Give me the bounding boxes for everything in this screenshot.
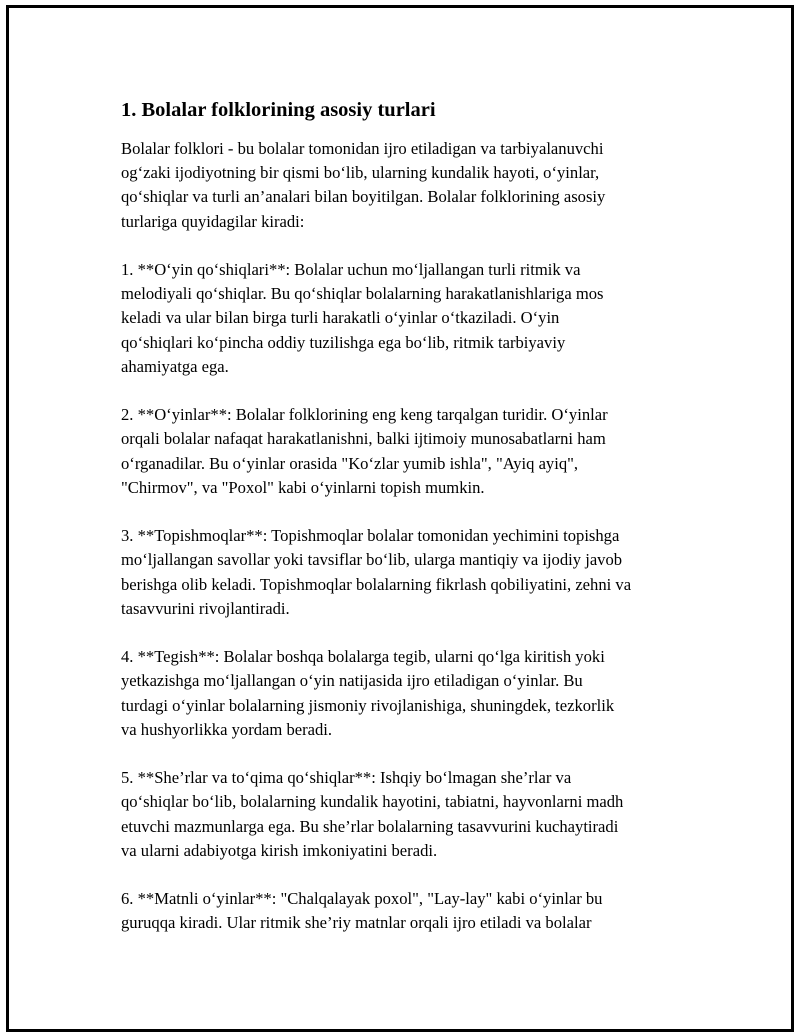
text-line: Bolalar folklori - bu bolalar tomonidan ijro etiladigan va tarbiyalanuvchi (121, 139, 604, 158)
text-line: berishga olib keladi. Topishmoqlar bolalarning fikrlash qobiliyatini, zehni va (121, 574, 632, 594)
paragraph-item-1 (121, 258, 711, 379)
text-line: keladi va ular bilan birga turli harakatli o‘yinlar o‘tkaziladi. O‘yin (121, 308, 560, 328)
paragraph-item-4 (121, 645, 711, 742)
text-line: qo‘shiqlar va turli an’analari bilan boyitilgan. Bolalar folklorining asosiy (121, 187, 606, 207)
text-line: orqali bolalar nafaqat harakatlanishni, balki ijtimoiy munosabatlarni ham (121, 429, 606, 449)
text-line: ahamiyatga ega. (121, 356, 229, 376)
document-content (121, 97, 711, 960)
paragraph-intro (121, 137, 711, 234)
section-heading: 1. Bolalar folklorining asosiy turlari (121, 99, 436, 121)
text-line: melodiyali qo‘shiqlar. Bu qo‘shiqlar bolalarning harakatlanishlariga mos (121, 284, 604, 304)
paragraph-item-6 (121, 887, 711, 935)
paragraph-item-3 (121, 524, 711, 621)
text-line: turlariga quyidagilar kiradi: (121, 211, 305, 231)
text-line: 4. **Tegish**: Bolalar boshqa bolalarga tegib, ularni qo‘lga kiritish yoki (121, 647, 605, 667)
text-line: va ularni adabiyotga kirish imkoniyatini beradi. (121, 840, 438, 860)
paragraph-item-2 (121, 403, 711, 500)
text-line: o‘rganadilar. Bu o‘yinlar orasida "Ko‘zlar yumib ishla", "Ayiq ayiq", (121, 453, 579, 473)
text-line: tasavvurini rivojlantiradi. (121, 598, 290, 618)
text-line: va hushyorlikka yordam beradi. (121, 719, 333, 739)
text-line: 2. **O‘yinlar**: Bolalar folklorining eng keng tarqalgan turidir. O‘yinlar (121, 405, 608, 425)
text-line: 6. **Matnli o‘yinlar**: "Chalqalayak poxol", "Lay-lay" kabi o‘yinlar bu (121, 889, 603, 909)
text-line: qo‘shiqlar bo‘lib, bolalarning kundalik hayotini, tabiatni, hayvonlarni madh (121, 792, 624, 812)
text-line: mo‘ljallangan savollar yoki tavsiflar bo‘lib, ularga mantiqiy va ijodiy javob (121, 550, 623, 570)
text-line: 1. **O‘yin qo‘shiqlari**: Bolalar uchun mo‘ljallangan turli ritmik va (121, 260, 581, 279)
text-line: 5. **She’rlar va to‘qima qo‘shiqlar**: Ishqiy bo‘lmagan she’rlar va (121, 768, 572, 788)
text-line: yetkazishga mo‘ljallangan o‘yin natijasida ijro etiladigan o‘yinlar. Bu (121, 671, 583, 691)
text-line: og‘zaki ijodiyotning bir qismi bo‘lib, ularning kundalik hayoti, o‘yinlar, (121, 163, 600, 183)
paragraph-item-5 (121, 766, 711, 863)
text-line: turdagi o‘yinlar bolalarning jismoniy rivojlanishiga, shuningdek, tezkorlik (121, 695, 615, 715)
text-line: qo‘shiqlari ko‘pincha oddiy tuzilishga ega bo‘lib, ritmik tarbiyaviy (121, 332, 566, 352)
text-line: "Chirmov", va "Poxol" kabi o‘yinlarni topish mumkin. (121, 477, 485, 497)
text-line: guruqqa kiradi. Ular ritmik she’riy matnlar orqali ijro etiladi va bolalar (121, 913, 592, 933)
document-page (6, 5, 794, 1032)
text-line: 3. **Topishmoqlar**: Topishmoqlar bolalar tomonidan yechimini topishga (121, 526, 620, 546)
text-line: etuvchi mazmunlarga ega. Bu she’rlar bolalarning tasavvurini kuchaytiradi (121, 816, 619, 836)
